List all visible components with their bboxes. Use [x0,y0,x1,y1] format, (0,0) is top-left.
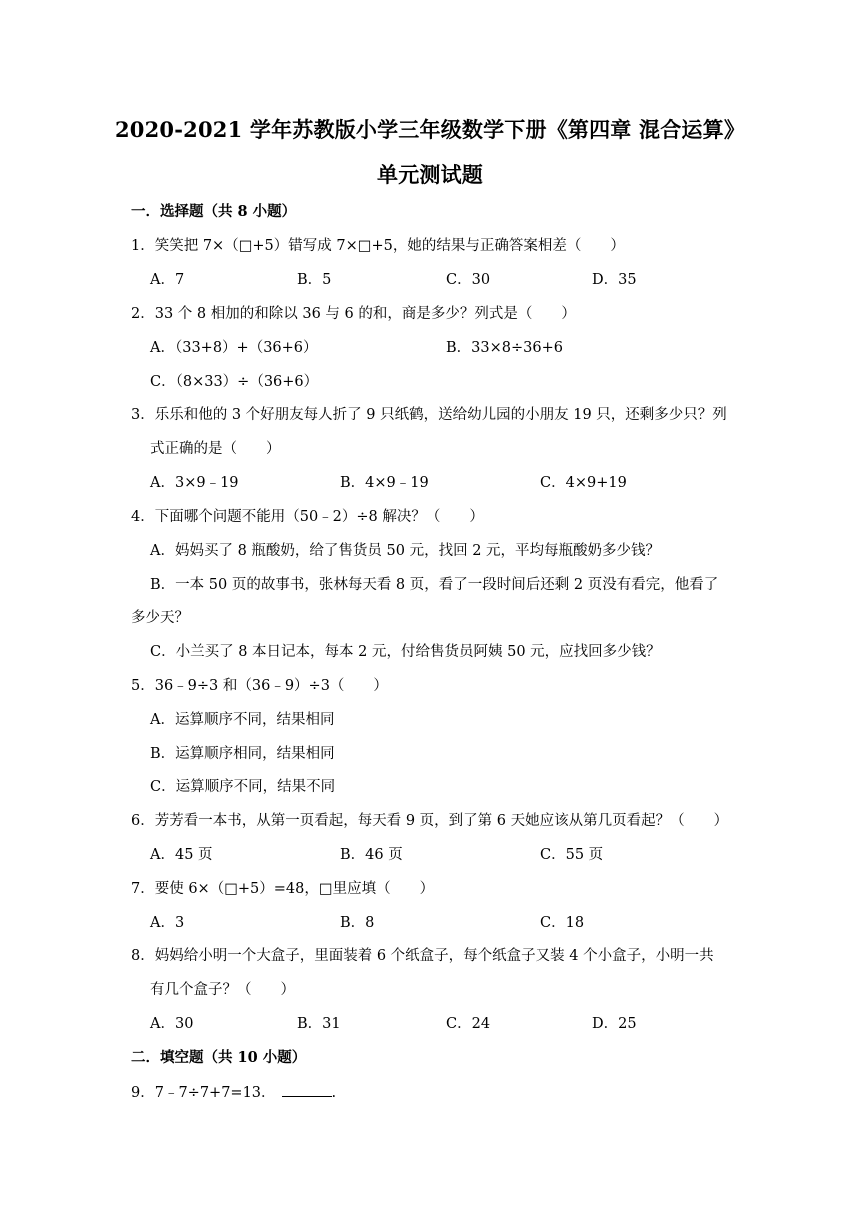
question-6-stem: 6．芳芳看一本书，从第一页看起，每天看 9 页，到了第 6 天她应该从第几页看起？（ ） [131,813,729,829]
question-6-option-c: C．55 页 [540,847,604,863]
question-3-stem-line1: 3．乐乐和他的 3 个好朋友每人折了 9 只纸鹤，送给幼儿园的小朋友 19 只，还剩多少只？列 [131,407,727,423]
question-2-option-b: B．33×8÷36+6 [446,340,563,356]
document-title-line1: 2020-2021 学年苏教版小学三年级数学下册《第四章 混合运算》 [114,117,746,142]
question-3-stem-line2: 式正确的是（ ） [150,441,281,457]
question-4-option-c: C．小兰买了 8 本日记本，每本 2 元，付给售货员阿姨 50 元，应找回多少钱？ [150,644,661,660]
question-9-stem: 9．7﹣7÷7+7=13． [131,1085,276,1101]
question-3-option-a: A．3×9﹣19 [150,475,239,491]
question-1-option-d: D．35 [592,272,637,288]
question-6-option-a: A．45 页 [150,847,213,863]
question-5-option-b: B．运算顺序相同，结果相同 [150,746,335,762]
question-8-stem-line2: 有几个盒子？（ ） [150,982,295,998]
section-heading-choice: 一．选择题（共 8 小题） [131,203,297,220]
question-4-option-b-line2: 多少天？ [131,610,189,626]
question-8-option-a: A．30 [150,1016,194,1032]
question-4-option-a: A．妈妈买了 8 瓶酸奶，给了售货员 50 元，找回 2 元，平均每瓶酸奶多少钱？ [150,543,661,559]
question-8-option-c: C．24 [446,1016,491,1032]
question-2-option-c: C．（8×33）÷（36+6） [150,374,319,390]
question-5-option-c: C．运算顺序不同，结果不同 [150,779,336,795]
document-title-line2: 单元测试题 [377,162,483,187]
question-3-option-b: B．4×9﹣19 [340,475,429,491]
question-8-option-b: B．31 [297,1016,341,1032]
question-1-option-b: B．5 [297,272,332,288]
question-8-stem-line1: 8．妈妈给小明一个大盒子，里面装着 6 个纸盒子，每个纸盒子又装 4 个小盒子，小明一共 [131,948,714,964]
question-7-stem: 7．要使 6×（□+5）=48，□里应填（ ） [131,881,435,897]
question-4-stem: 4．下面哪个问题不能用（50﹣2）÷8 解决？（ ） [131,509,484,525]
question-1-stem: 1．笑笑把 7×（□+5）错写成 7×□+5，她的结果与正确答案相差（ ） [131,238,625,254]
answer-blank[interactable] [282,1082,332,1097]
question-1-option-c: C．30 [446,272,491,288]
question-5-option-a: A．运算顺序不同，结果相同 [150,712,335,728]
question-6-option-b: B．46 页 [340,847,403,863]
question-9-end: . [331,1085,337,1101]
question-2-option-a: A．（33+8）+（36+6） [150,340,318,356]
question-8-option-d: D．25 [592,1016,637,1032]
question-2-stem: 2．33 个 8 相加的和除以 36 与 6 的和，商是多少？列式是（ ） [131,306,576,322]
question-7-option-c: C．18 [540,915,585,931]
question-5-stem: 5．36﹣9÷3 和（36﹣9）÷3（ ） [131,678,388,694]
question-7-option-b: B．8 [340,915,375,931]
question-1-option-a: A．7 [150,272,185,288]
question-3-option-c: C．4×9+19 [540,475,627,491]
question-7-option-a: A．3 [150,915,185,931]
question-4-option-b-line1: B．一本 50 页的故事书，张林每天看 8 页，看了一段时间后还剩 2 页没有看完，他看了 [150,577,719,593]
section-heading-fill: 二．填空题（共 10 小题） [131,1049,307,1066]
question-9 [131,1082,336,1103]
